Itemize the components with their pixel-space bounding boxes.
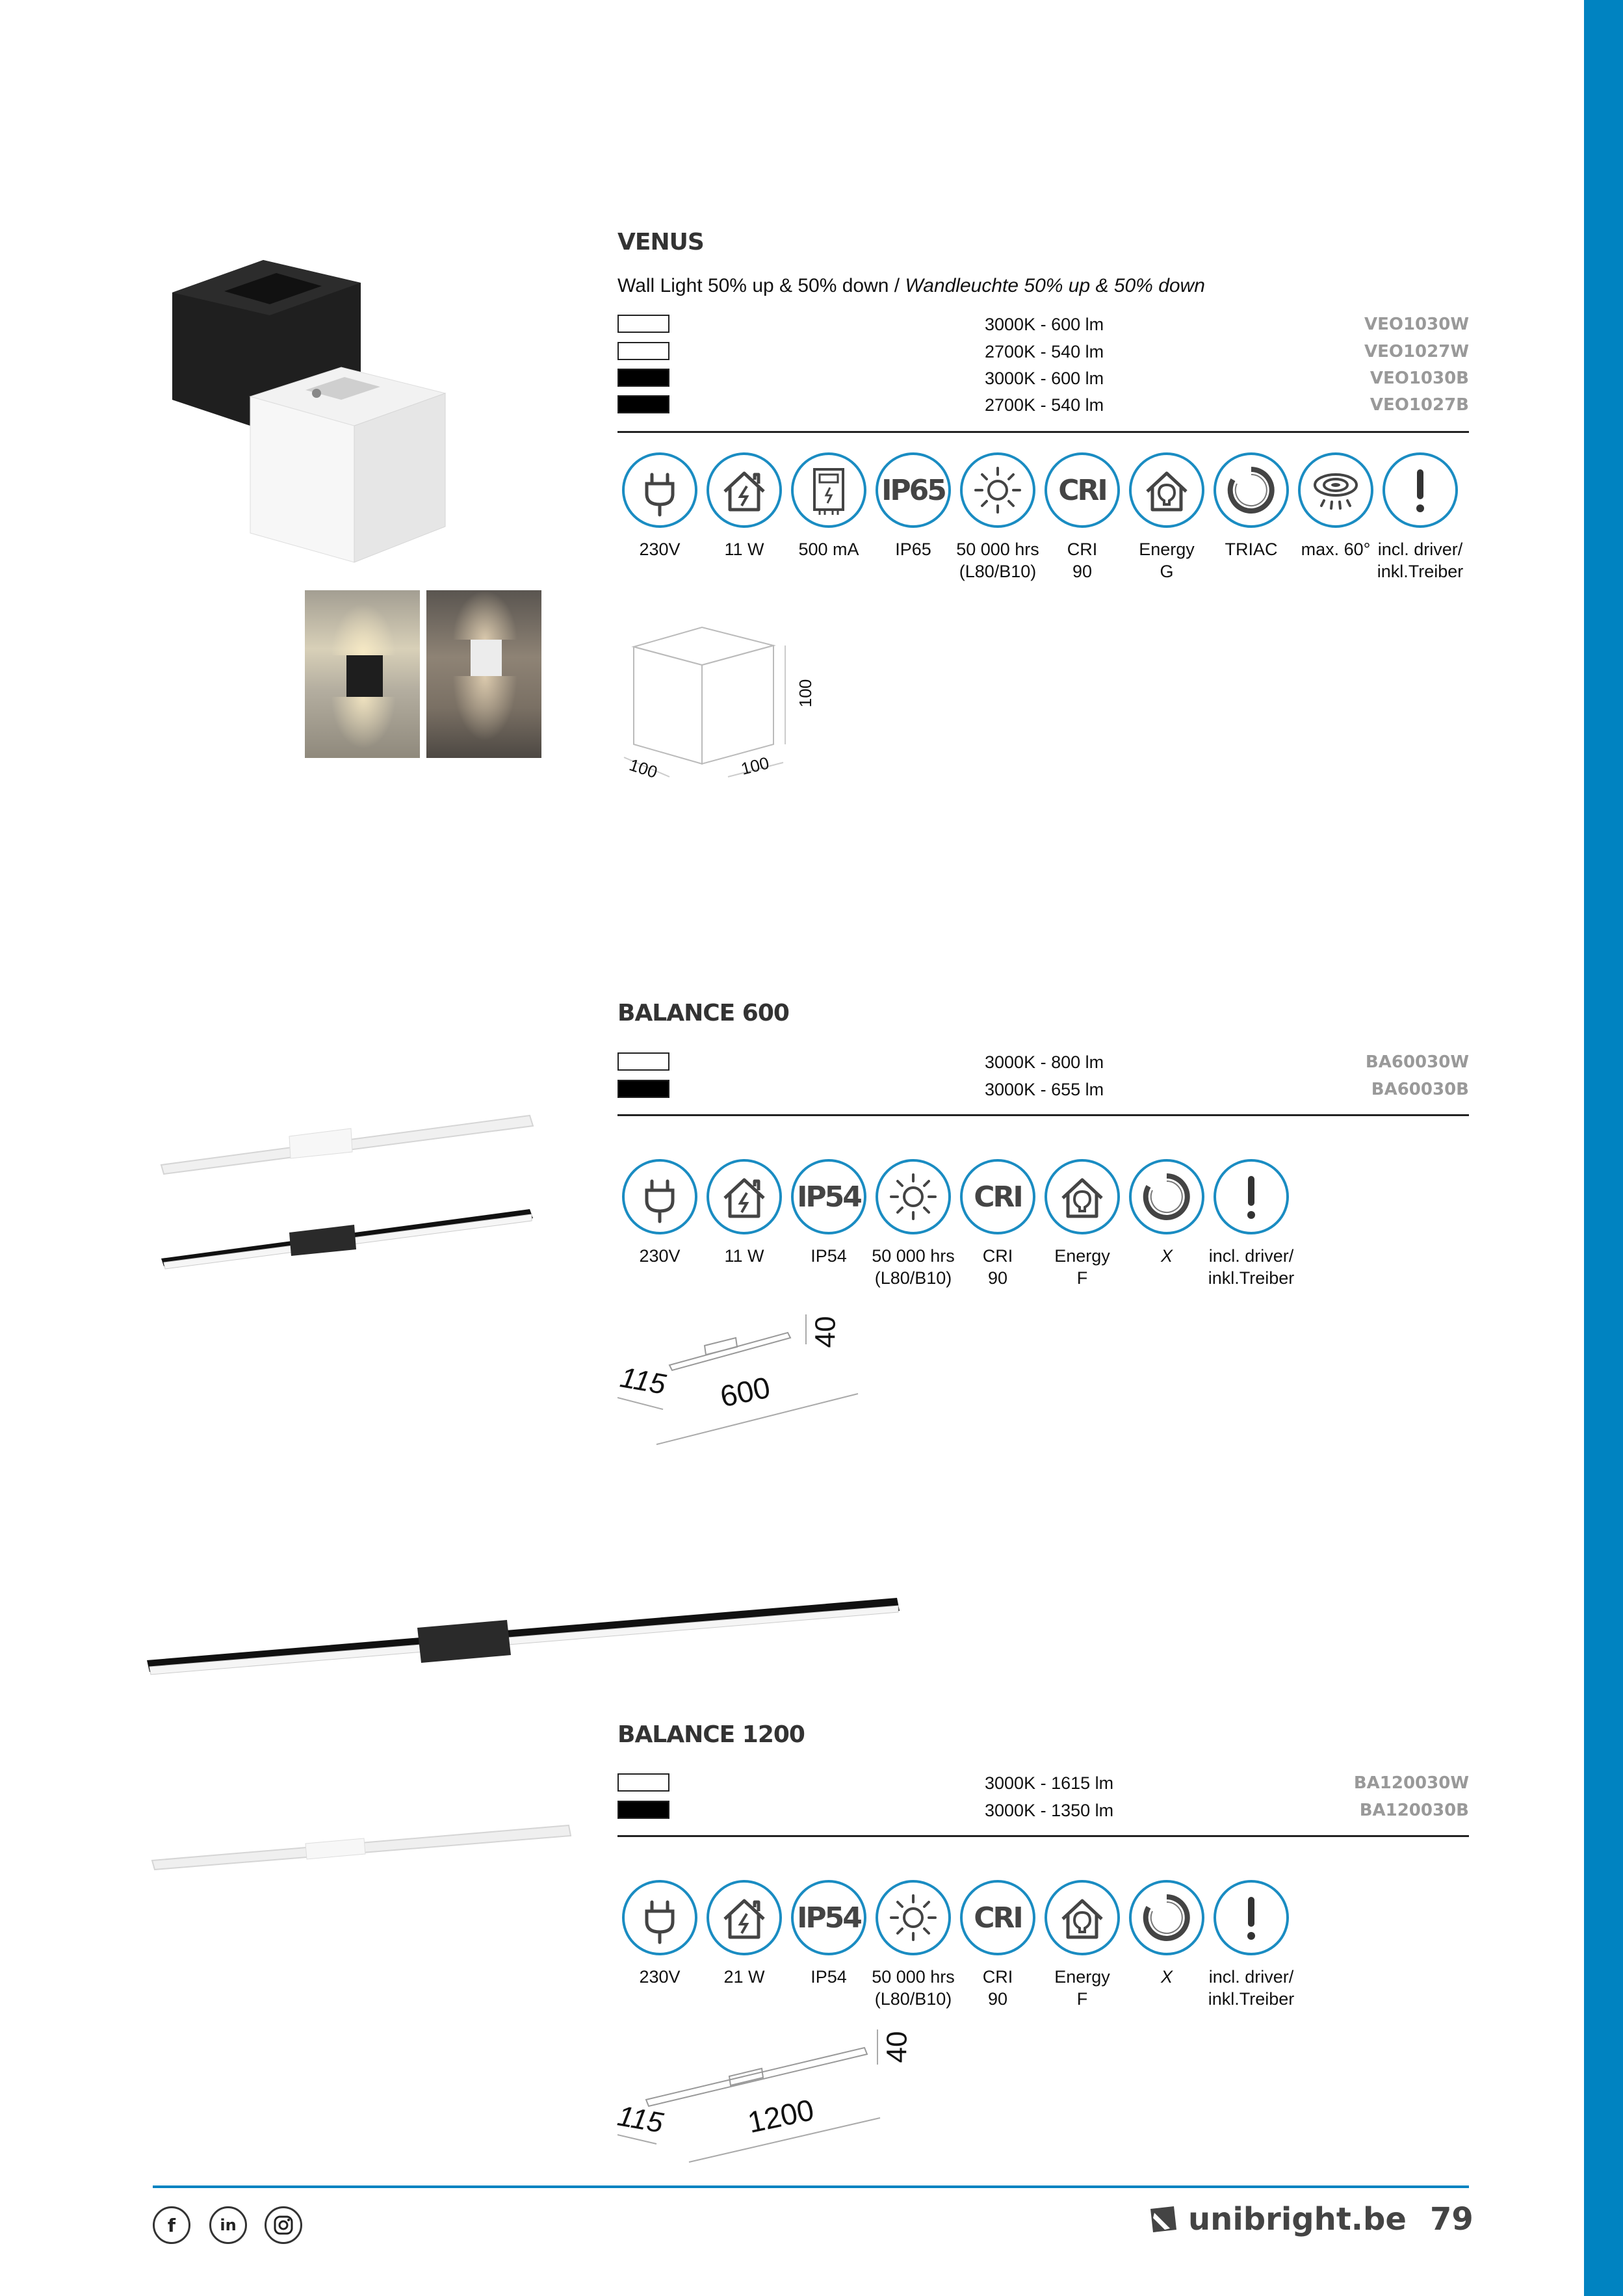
black-finish-swatch bbox=[617, 1080, 669, 1098]
balance600-variant-row bbox=[617, 1051, 1469, 1073]
spec-current: 500 mA bbox=[786, 452, 871, 582]
variant-spec: 3000K - 600 lm bbox=[985, 315, 1104, 334]
dimmer-icon bbox=[1129, 1880, 1204, 1955]
variant-code: BA60030B bbox=[1371, 1080, 1469, 1099]
spec-lifetime: 50 000 hrs (L80/B10) bbox=[871, 1159, 955, 1289]
variant-code: VEO1027B bbox=[1370, 395, 1469, 415]
instagram-icon[interactable] bbox=[265, 2206, 302, 2244]
venus-variant-row bbox=[617, 367, 1469, 389]
spec-dimming: TRIAC bbox=[1209, 452, 1293, 582]
variant-spec: 3000K - 1615 lm bbox=[985, 1773, 1114, 1793]
plug-icon bbox=[622, 1159, 697, 1234]
brand-logo[interactable] bbox=[1150, 2201, 1407, 2237]
balance600-variant-row bbox=[617, 1078, 1469, 1101]
spec-voltage: 230V bbox=[617, 1880, 702, 2010]
spec-cri: CRI CRI 90 bbox=[1040, 452, 1124, 582]
side-accent-bar bbox=[1584, 0, 1623, 2296]
beam-angle-icon bbox=[1298, 452, 1373, 528]
exclamation-icon bbox=[1383, 452, 1458, 528]
ip54-icon: IP54 bbox=[791, 1159, 866, 1234]
energy-house-icon bbox=[1129, 452, 1204, 528]
house-power-icon bbox=[707, 1880, 782, 1955]
spec-driver: incl. driver/ inkl.Treiber bbox=[1378, 452, 1462, 582]
variant-code: VEO1030W bbox=[1364, 315, 1469, 334]
variant-spec: 2700K - 540 lm bbox=[985, 342, 1104, 361]
facebook-icon[interactable]: f bbox=[153, 2206, 190, 2244]
variant-spec: 2700K - 540 lm bbox=[985, 395, 1104, 415]
spec-ip-rating: IP54 IP54 bbox=[786, 1880, 871, 2010]
black-finish-swatch bbox=[617, 395, 669, 413]
energy-house-icon bbox=[1045, 1159, 1120, 1234]
variant-spec: 3000K - 1350 lm bbox=[985, 1801, 1114, 1820]
linkedin-icon[interactable]: in bbox=[209, 2206, 247, 2244]
venus-variant-row bbox=[617, 341, 1469, 363]
spec-driver: incl. driver/ inkl.Treiber bbox=[1209, 1880, 1293, 2010]
spec-power: 11 W bbox=[702, 1159, 786, 1289]
balance600-product-image bbox=[156, 1105, 539, 1274]
variant-code: VEO1030B bbox=[1370, 369, 1469, 388]
spec-voltage: 230V bbox=[617, 1159, 702, 1289]
exclamation-icon bbox=[1214, 1880, 1289, 1955]
sun-icon bbox=[876, 1880, 951, 1955]
balance600-dim-depth: 115 bbox=[617, 1361, 668, 1401]
balance600-spec-icons bbox=[617, 1159, 1293, 1289]
page-number: 79 bbox=[1430, 2201, 1474, 2237]
variant-code: BA120030W bbox=[1353, 1773, 1469, 1793]
venus-subtitle-en: Wall Light 50% up & 50% down / bbox=[617, 275, 900, 296]
spec-power: 21 W bbox=[702, 1880, 786, 2010]
balance600-dim-length: 600 bbox=[717, 1370, 773, 1414]
balance1200-divider bbox=[617, 1835, 1469, 1837]
white-finish-swatch bbox=[617, 1052, 669, 1071]
spec-cri: CRI CRI 90 bbox=[955, 1880, 1040, 2010]
balance1200-variant-row bbox=[617, 1799, 1469, 1821]
spec-power: 11 W bbox=[702, 452, 786, 582]
variant-code: VEO1027W bbox=[1364, 342, 1469, 361]
plug-icon bbox=[622, 1880, 697, 1955]
balance1200-spec-icons bbox=[617, 1880, 1293, 2010]
ip54-icon: IP54 bbox=[791, 1880, 866, 1955]
balance600-divider bbox=[617, 1114, 1469, 1116]
venus-subtitle bbox=[617, 275, 1205, 297]
balance600-dimension-drawing bbox=[617, 1307, 864, 1456]
spec-energy: Energy F bbox=[1040, 1880, 1124, 2010]
venus-dim-height: 100 bbox=[796, 679, 816, 708]
house-power-icon bbox=[707, 1159, 782, 1234]
house-power-icon bbox=[707, 452, 782, 528]
venus-divider bbox=[617, 431, 1469, 433]
dimmer-icon bbox=[1214, 452, 1289, 528]
spec-dimming: X bbox=[1124, 1880, 1209, 2010]
balance1200-product-image-black bbox=[143, 1591, 903, 1682]
balance600-title: BALANCE 600 bbox=[617, 1000, 789, 1026]
dimmer-icon bbox=[1129, 1159, 1204, 1234]
exclamation-icon bbox=[1214, 1159, 1289, 1234]
venus-variant-row bbox=[617, 394, 1469, 416]
energy-house-icon bbox=[1045, 1880, 1120, 1955]
variant-spec: 3000K - 655 lm bbox=[985, 1080, 1104, 1099]
spec-voltage: 230V bbox=[617, 452, 702, 582]
sun-icon bbox=[960, 452, 1035, 528]
white-finish-swatch bbox=[617, 342, 669, 360]
venus-dim-width: 100 bbox=[738, 753, 772, 779]
spec-beam-angle: max. 60° bbox=[1293, 452, 1378, 582]
balance1200-dim-depth: 115 bbox=[615, 2100, 666, 2139]
spec-lifetime: 50 000 hrs (L80/B10) bbox=[955, 452, 1040, 582]
sun-icon bbox=[876, 1159, 951, 1234]
balance1200-product-image-white bbox=[149, 1820, 572, 1872]
spec-energy: Energy F bbox=[1040, 1159, 1124, 1289]
unibright-logo-icon bbox=[1150, 2206, 1176, 2232]
venus-dim-depth: 100 bbox=[627, 755, 660, 782]
plug-icon bbox=[622, 452, 697, 528]
spec-driver: incl. driver/ inkl.Treiber bbox=[1209, 1159, 1293, 1289]
balance1200-dim-height: 40 bbox=[881, 2031, 913, 2063]
balance600-dim-height: 40 bbox=[809, 1316, 842, 1348]
black-finish-swatch bbox=[617, 369, 669, 387]
balance1200-dim-length: 1200 bbox=[744, 2092, 817, 2140]
spec-cri: CRI CRI 90 bbox=[955, 1159, 1040, 1289]
venus-spec-icons bbox=[617, 452, 1462, 582]
venus-title: VENUS bbox=[617, 229, 704, 255]
cri-icon: CRI bbox=[1045, 452, 1120, 528]
white-finish-swatch bbox=[617, 315, 669, 333]
black-finish-swatch bbox=[617, 1801, 669, 1819]
venus-product-image bbox=[166, 254, 452, 572]
balance1200-title: BALANCE 1200 bbox=[617, 1721, 805, 1748]
white-finish-swatch bbox=[617, 1773, 669, 1792]
venus-mood-photo-black bbox=[305, 590, 420, 758]
spec-lifetime: 50 000 hrs (L80/B10) bbox=[871, 1880, 955, 2010]
venus-mood-photo-white bbox=[426, 590, 541, 758]
balance1200-dimension-drawing bbox=[615, 2027, 913, 2170]
brand-name: unibright.be bbox=[1188, 2201, 1407, 2237]
balance1200-variant-row bbox=[617, 1772, 1469, 1794]
variant-spec: 3000K - 800 lm bbox=[985, 1052, 1104, 1072]
variant-spec: 3000K - 600 lm bbox=[985, 369, 1104, 388]
spec-ip-rating: IP54 IP54 bbox=[786, 1159, 871, 1289]
variant-code: BA120030B bbox=[1359, 1801, 1469, 1820]
cri-icon: CRI bbox=[960, 1880, 1035, 1955]
spec-energy: Energy G bbox=[1124, 452, 1209, 582]
venus-variant-row bbox=[617, 313, 1469, 335]
venus-subtitle-de: Wandleuchte 50% up & 50% down bbox=[905, 275, 1205, 296]
venus-dimension-drawing bbox=[617, 621, 816, 790]
spec-ip-rating: IP65 IP65 bbox=[871, 452, 955, 582]
footer-divider bbox=[153, 2185, 1469, 2188]
spec-dimming: X bbox=[1124, 1159, 1209, 1289]
variant-code: BA60030W bbox=[1365, 1052, 1469, 1072]
ip65-icon: IP65 bbox=[876, 452, 951, 528]
driver-icon bbox=[791, 452, 866, 528]
cri-icon: CRI bbox=[960, 1159, 1035, 1234]
